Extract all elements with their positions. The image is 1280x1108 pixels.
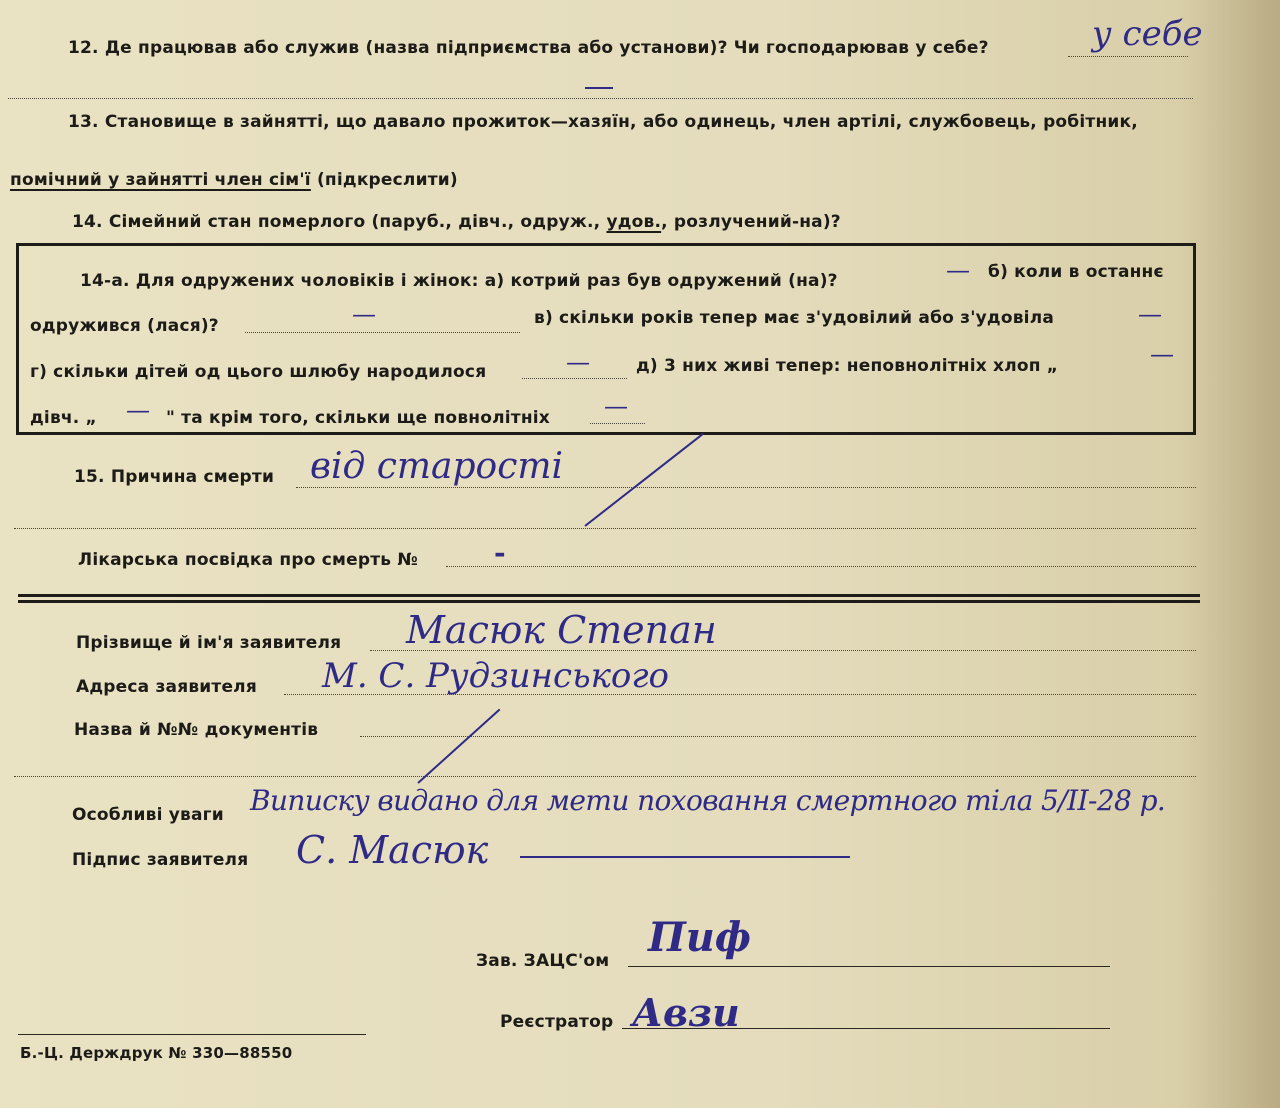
signature-flourish [520, 856, 850, 858]
q12-dash [585, 87, 613, 89]
q14-underlined-option: удов. [606, 212, 662, 232]
applicant-notes-value: Виписку видано для мети поховання смертного тіла 5/II-28 р. [250, 784, 1166, 817]
q15-fill-2 [14, 528, 1196, 529]
q14a-fill-4 [590, 423, 645, 424]
q14-suffix: , розлучений-на)? [661, 212, 841, 232]
q15-fill-1 [296, 487, 1196, 488]
q14a-dash-4: — [566, 348, 590, 376]
q14a-line1b: б) коли в останнє [988, 262, 1164, 282]
q14a-dash-6: — [126, 396, 150, 424]
head-signature: Пиф [648, 914, 751, 961]
q13-line2 [10, 170, 458, 190]
q14a-dash-3: — [1138, 300, 1162, 328]
q14a-fill-3 [522, 378, 627, 379]
print-footer: Б.-Ц. Держдрук № 330—88550 [20, 1044, 293, 1062]
q14a-line3a: г) скільки дітей од цього шлюбу народилося [30, 362, 487, 382]
applicant-docs-fill-2 [14, 776, 1196, 777]
q13-line1: 13. Становище в зайнятті, що давало прожиток—хазяїн, або одинець, член артілі, службовець, робітник, [68, 112, 1138, 132]
q14a-dash-7: — [604, 392, 628, 420]
q14a-dash-1: — [946, 256, 970, 284]
medical-fill [446, 566, 1196, 567]
applicant-name-value: Масюк Степан [406, 608, 717, 652]
applicant-name-label: Прізвище й ім'я заявителя [76, 633, 342, 653]
q14a-line2b: в) скільки років тепер має з'удовілий або з'удовіла [534, 308, 1055, 328]
q12-label: 12. Де працював або служив (назва підприємства або установи)? Чи господарював у себе? [68, 38, 989, 58]
medical-label: Лікарська посвідка про смерть № [78, 550, 418, 570]
q12-second-line [8, 98, 1193, 99]
q14-prefix: 14. Сімейний стан померлого (паруб., дівч., одруж., [72, 212, 607, 232]
q15-label: 15. Причина смерти [74, 467, 275, 487]
q15-cancel-stroke [584, 433, 703, 527]
applicant-signature-label: Підпис заявителя [72, 850, 249, 870]
footer-rule [18, 1034, 366, 1035]
q14a-line3b: д) 3 них живі тепер: неповнолітніх хлоп „ [636, 356, 1059, 376]
q14a-line2a: одружився (лася)? [30, 316, 219, 336]
q14a-dash-2: — [352, 300, 376, 328]
q14a-fill-2 [245, 332, 520, 333]
medical-answer: - [494, 536, 506, 569]
q15-answer: від старості [310, 446, 564, 487]
applicant-signature-value: С. Масюк [296, 828, 489, 872]
section-divider [18, 594, 1200, 603]
q12-answer: у себе [1092, 14, 1203, 54]
applicant-docs-label: Назва й №№ документів [74, 720, 319, 740]
q14a-line4a: дівч. „ [30, 408, 97, 428]
head-label: Зав. ЗАЦС'ом [476, 951, 610, 971]
q12-fill-line [1068, 56, 1188, 57]
head-signature-line [628, 966, 1110, 967]
q13-note: (підкреслити) [310, 170, 458, 190]
docs-cancel-stroke [417, 709, 500, 784]
applicant-notes-label: Особливі уваги [72, 805, 224, 825]
applicant-docs-fill [360, 736, 1196, 737]
applicant-address-value: М. С. Рудзинського [322, 656, 670, 696]
q14-line [72, 212, 841, 232]
q13-underlined-option: помічний у зайнятті член сім'ї [10, 170, 311, 190]
q14a-line4b: " та крім того, скільки ще повнолітніх [166, 408, 550, 428]
applicant-address-label: Адреса заявителя [76, 677, 257, 697]
registrar-label: Реєстратор [500, 1012, 614, 1032]
q14a-line1a: 14-а. Для одружених чоловіків і жінок: а) котрий раз був одружений (на)? [80, 271, 838, 291]
q14a-dash-5: — [1150, 340, 1174, 368]
registrar-signature: Авзи [632, 990, 740, 1035]
